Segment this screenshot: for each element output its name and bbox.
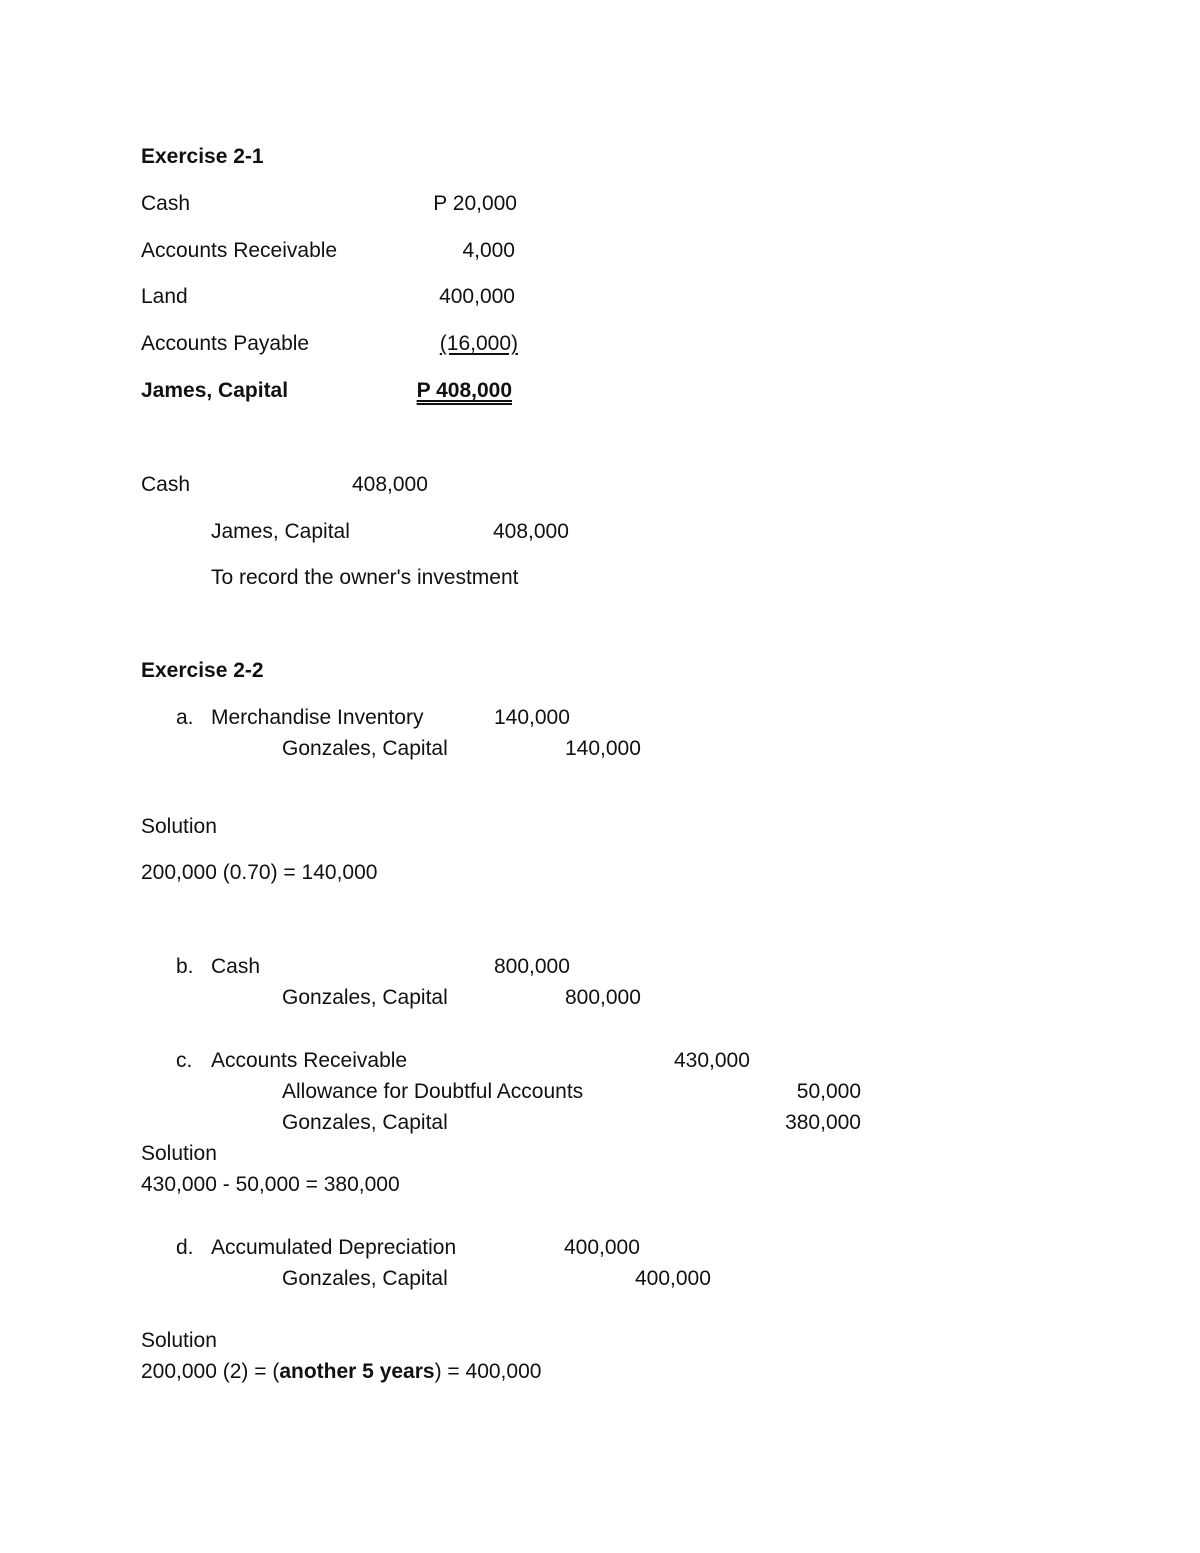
ex1-row-label: Land <box>141 285 188 308</box>
item-c-credit2-amount: 380,000 <box>785 1111 861 1134</box>
ex1-total-amount: P 408,000 <box>416 379 512 402</box>
ex1-entry-memo: To record the owner's investment <box>211 566 519 589</box>
ex1-row-amount: (16,000) <box>439 332 518 355</box>
item-d-credit-account: Gonzales, Capital <box>282 1267 448 1290</box>
item-d-solution <box>141 1361 541 1382</box>
item-c-debit-account: Accounts Receivable <box>211 1049 408 1072</box>
item-b-marker: b. <box>176 955 194 978</box>
ex1-row-label: Cash <box>141 192 191 215</box>
item-b-credit-amount: 800,000 <box>565 986 641 1009</box>
ex1-row-amount: 4,000 <box>462 239 515 262</box>
item-b-credit-account: Gonzales, Capital <box>282 986 448 1009</box>
item-a-credit-account: Gonzales, Capital <box>282 737 448 760</box>
item-d-debit-amount: 400,000 <box>564 1236 640 1259</box>
item-d-solution-post: ) = 400,000 <box>434 1360 542 1383</box>
ex1-entry-debit-account: Cash <box>141 473 191 496</box>
item-d-solution-bold: another 5 years <box>279 1360 435 1383</box>
item-a-debit-amount: 140,000 <box>494 706 570 729</box>
item-c-debit-amount: 430,000 <box>674 1049 750 1072</box>
item-c-solution: 430,000 - 50,000 = 380,000 <box>141 1173 400 1196</box>
ex1-entry-credit-amount: 408,000 <box>493 520 569 543</box>
item-a-solution-label: Solution <box>141 815 217 838</box>
exercise-2-2-heading: Exercise 2-2 <box>141 659 264 682</box>
item-c-credit1-account: Allowance for Doubtful Accounts <box>282 1080 584 1103</box>
item-c-solution-label: Solution <box>141 1142 217 1165</box>
item-b-debit-amount: 800,000 <box>494 955 570 978</box>
item-c-marker: c. <box>176 1049 193 1072</box>
ex1-row-label: Accounts Payable <box>141 332 310 355</box>
ex1-row-amount: P 20,000 <box>433 192 517 215</box>
item-a-debit-account: Merchandise Inventory <box>211 706 424 729</box>
item-a-marker: a. <box>176 706 194 729</box>
ex1-row-label: Accounts Receivable <box>141 239 338 262</box>
item-c-credit2-account: Gonzales, Capital <box>282 1111 448 1134</box>
item-d-marker: d. <box>176 1236 194 1259</box>
item-a-credit-amount: 140,000 <box>565 737 641 760</box>
ex1-total-label: James, Capital <box>141 379 289 402</box>
ex1-entry-debit-amount: 408,000 <box>352 473 428 496</box>
item-d-credit-amount: 400,000 <box>635 1267 711 1290</box>
ex1-row-amount: 400,000 <box>439 285 515 308</box>
exercise-2-1-heading: Exercise 2-1 <box>141 145 264 168</box>
item-a-solution: 200,000 (0.70) = 140,000 <box>141 861 378 884</box>
item-d-solution-label: Solution <box>141 1329 217 1352</box>
ex1-entry-credit-account: James, Capital <box>211 520 350 543</box>
item-d-debit-account: Accumulated Depreciation <box>211 1236 457 1259</box>
item-d-solution-pre: 200,000 (2) = ( <box>141 1360 280 1383</box>
item-b-debit-account: Cash <box>211 955 261 978</box>
item-c-credit1-amount: 50,000 <box>796 1080 861 1103</box>
